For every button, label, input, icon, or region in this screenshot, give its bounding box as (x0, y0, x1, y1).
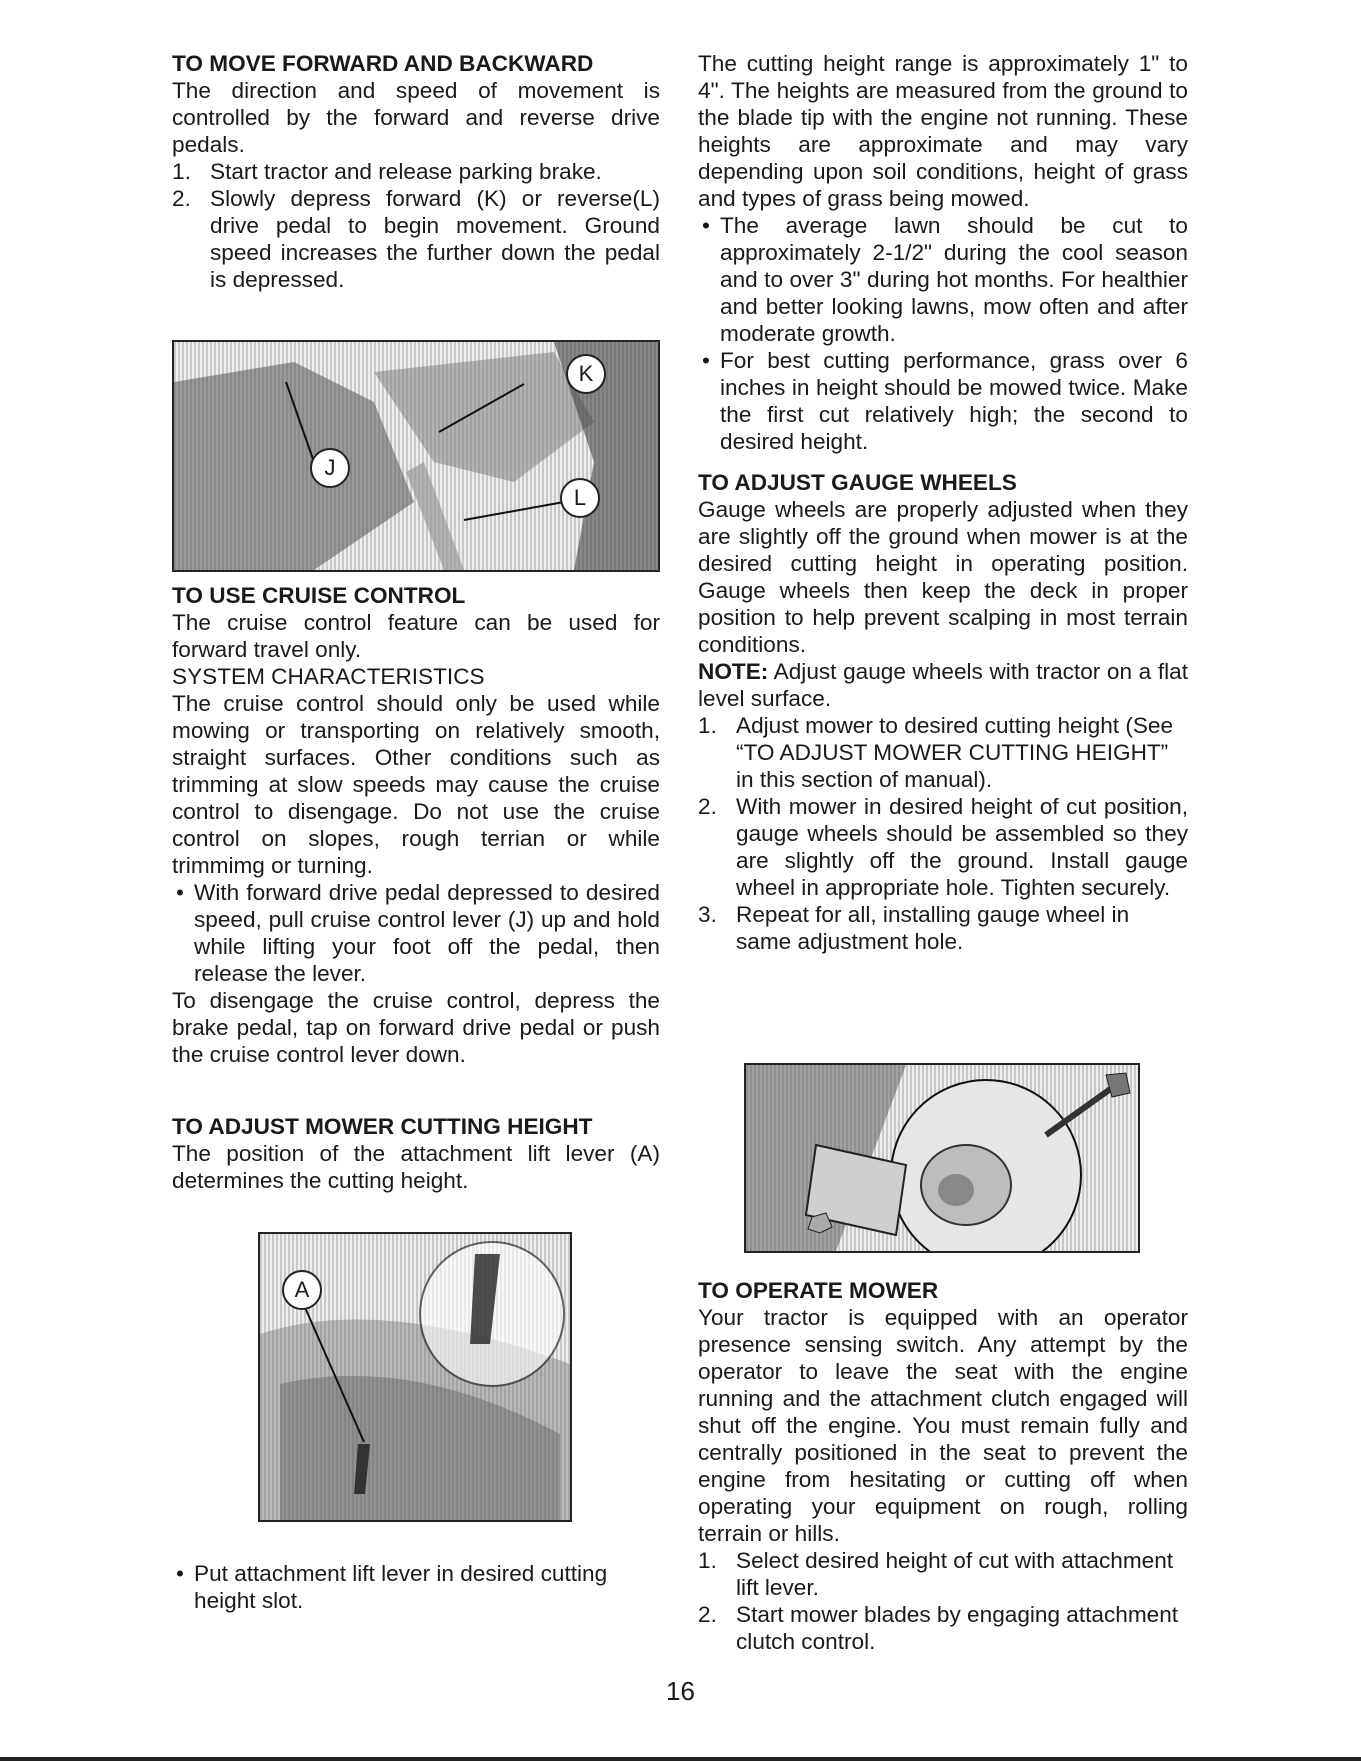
page-number: 16 (666, 1676, 695, 1706)
operate-intro: Your tractor is equipped with an operator presence sensing switch. Any attempt by the operator to leave the seat with the engine running and the attachment clutch engaged will shut off the engine. You must remain fully and centrally positioned in the seat to prevent the engine from hesitating or cutting off when operating your equipment on rough, rolling terrain or hills. (698, 1305, 1188, 1546)
cutting-heading: TO ADJUST MOWER CUTTING HEIGHT (172, 1114, 593, 1139)
gauge-wheel-figure (744, 1063, 1140, 1253)
cruise-subheading: SYSTEM CHARACTERISTICS (172, 664, 485, 689)
operate-section (698, 1277, 1188, 1655)
move-intro: The direction and speed of movement is controlled by the forward and reverse drive pedals. (172, 78, 660, 157)
page-bottom-edge (0, 1757, 1361, 1761)
list-item (698, 901, 1188, 955)
list-item (698, 793, 1188, 901)
bullet-text: For best cutting performance, grass over 6 inches in height should be mowed twice. Make the first cut relatively high; the second to desired height. (720, 348, 1188, 454)
callout-a: A (282, 1270, 322, 1310)
step-number: 2. (172, 186, 191, 211)
bullet-text: Put attachment lift lever in desired cutting height slot. (194, 1561, 608, 1613)
note-text: Adjust gauge wheels with tractor on a flat level surface. (698, 659, 1188, 711)
bullet-dot: • (702, 348, 710, 373)
gauge-wheel-illustration (746, 1065, 1138, 1251)
list-item (698, 212, 1188, 347)
step-text: Repeat for all, installing gauge wheel in same adjustment hole. (736, 902, 1130, 954)
right-column (698, 50, 1188, 955)
operate-heading: TO OPERATE MOWER (698, 1278, 939, 1303)
drive-pedals-figure (172, 340, 660, 572)
step-number: 1. (698, 713, 717, 738)
step-text: Start tractor and release parking brake. (210, 159, 602, 184)
step-number: 2. (698, 1602, 717, 1627)
bullet-dot: • (176, 1561, 184, 1586)
left-column (172, 50, 660, 293)
gauge-intro: Gauge wheels are properly adjusted when they are slightly off the ground when mower is at the desired cutting height in operating position. Gauge wheels then keep the deck in proper position to help prevent scalping in most terrain conditions. (698, 497, 1188, 657)
step-number: 1. (698, 1548, 717, 1573)
list-item (698, 1547, 1188, 1601)
move-heading: TO MOVE FORWARD AND BACKWARD (172, 51, 594, 76)
range-body: The cutting height range is approximately 1" to 4". The heights are measured from the ground to the blade tip with the engine not running. These heights are approximate and may vary depending upon soil conditions, height of grass and types of grass being mowed. (698, 51, 1188, 211)
step-number: 3. (698, 902, 717, 927)
list-item (172, 1560, 660, 1614)
step-number: 2. (698, 794, 717, 819)
gauge-heading: TO ADJUST GAUGE WHEELS (698, 470, 1017, 495)
list-item (172, 185, 660, 293)
cutting-section (172, 1113, 660, 1194)
note-label: NOTE: (698, 659, 769, 684)
cruise-intro: The cruise control feature can be used for forward travel only. (172, 610, 660, 662)
lift-lever-figure (258, 1232, 572, 1522)
cruise-section (172, 582, 660, 1068)
callout-j: J (310, 448, 350, 488)
list-item (698, 1601, 1188, 1655)
cruise-body: The cruise control should only be used while mowing or transporting on relatively smooth, straight surfaces. Other conditions such as trimming at slow speeds may cause the cruise control to disengage. Do not use the cruise control on slopes, rough terrian or while trimmimg or turning. (172, 691, 660, 878)
cruise-heading: TO USE CRUISE CONTROL (172, 583, 466, 608)
cruise-disengage: To disengage the cruise control, depress the brake pedal, tap on forward drive pedal or push the cruise control lever down. (172, 988, 660, 1067)
gauge-note (698, 658, 1188, 712)
step-text: Slowly depress forward (K) or reverse(L) drive pedal to begin movement. Ground speed increases the further down the pedal is depressed. (210, 186, 660, 292)
callout-k: K (566, 354, 606, 394)
step-text: Select desired height of cut with attachment lift lever. (736, 1548, 1174, 1600)
step-text: With mower in desired height of cut position, gauge wheels should be assembled so they are slightly off the ground. Install gauge wheel in appropriate hole. Tighten securely. (736, 794, 1188, 900)
list-item (172, 879, 660, 987)
step-text: Start mower blades by engaging attachment clutch control. (736, 1602, 1179, 1654)
list-item (698, 347, 1188, 455)
bullet-dot: • (176, 880, 184, 905)
step-number: 1. (172, 159, 191, 184)
callout-l: L (560, 478, 600, 518)
list-item (698, 712, 1188, 793)
bullet-dot: • (702, 213, 710, 238)
bullet-text: The average lawn should be cut to approximately 2-1/2" during the cool season and to over 3" during hot months. For healthier and better looking lawns, mow often and after moderate growth. (720, 213, 1188, 346)
cutting-bullet-section (172, 1560, 660, 1614)
bullet-text: With forward drive pedal depressed to desired speed, pull cruise control lever (J) up and hold while lifting your foot off the pedal, then release the lever. (194, 880, 660, 986)
list-item (172, 158, 660, 185)
step-text: Adjust mower to desired cutting height (See “TO ADJUST MOWER CUTTING HEIGHT” in this section of manual). (736, 713, 1174, 792)
cutting-intro: The position of the attachment lift lever (A) determines the cutting height. (172, 1141, 660, 1193)
